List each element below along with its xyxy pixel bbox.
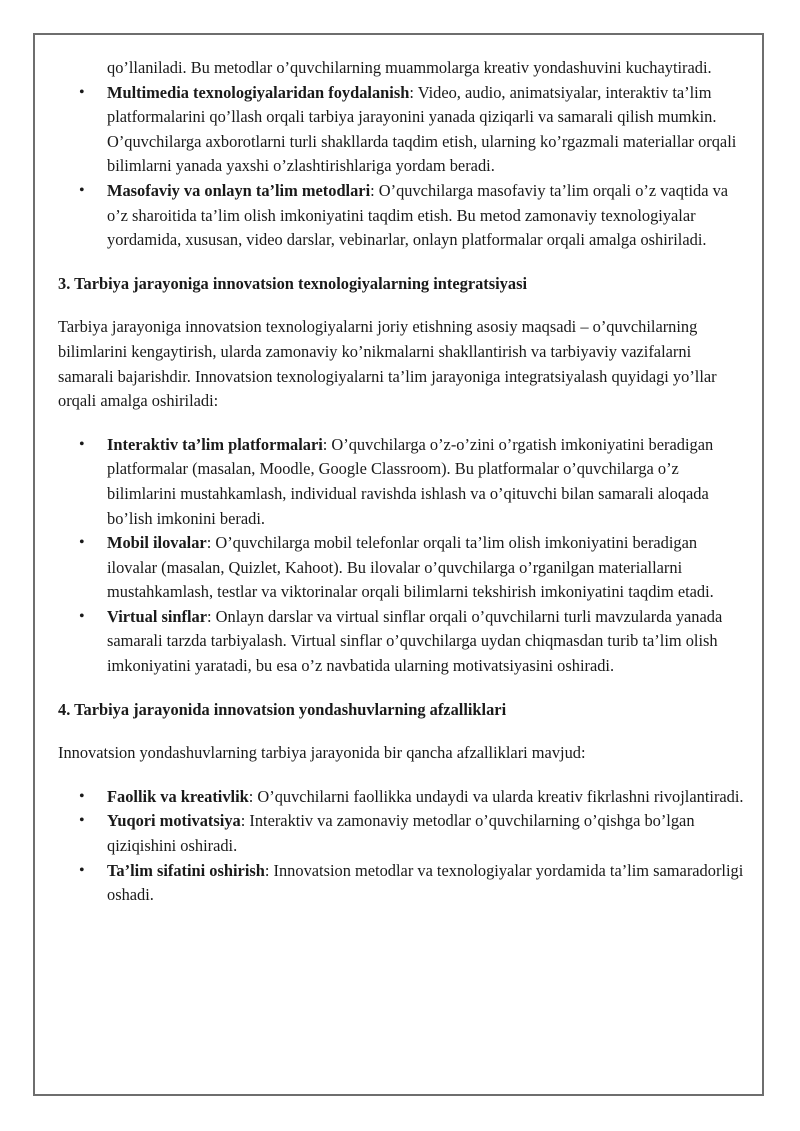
list-item-term: Mobil ilovalar [107, 533, 207, 553]
list-item [58, 531, 750, 605]
list-item [58, 785, 750, 810]
section-3-heading: 3. Tarbiya jarayoniga innovatsion texnologiyalarning integratsiyasi [58, 273, 528, 293]
section-4-heading: 4. Tarbiya jarayonida innovatsion yondashuvlarning afzalliklari [58, 699, 507, 719]
section-4-bullet-list [58, 785, 750, 908]
section-3-bullet-list [58, 433, 750, 679]
list-item [58, 179, 750, 253]
list-item-continuation [58, 56, 750, 81]
list-item-text: : O’quvchilarni faollikka undaydi va ularda kreativ fikrlashni rivojlantiradi. [248, 786, 744, 806]
list-item [58, 859, 750, 908]
document-body [58, 56, 750, 908]
list-item-text: : Video, audio, animatsiyalar, interaktiv ta’lim platformalarini qo’llash orqali tarbiya jarayonini yanada qiziqarli va samarali qilish mumkin. O’quvchilarga axborotlarni turli shakllarda taqdim etish, ularning ko’rgazmali materiallar orqali bilimlarni yanada yaxshi o’zlashtirishlariga yordam beradi. [107, 82, 737, 176]
list-item-term: Yuqori motivatsiya [107, 811, 241, 831]
continuation-text: qo’llaniladi. Bu metodlar o’quvchilarning muammolarga kreativ yondashuvini kuchaytiradi. [107, 58, 712, 77]
list-item-term: Ta’lim sifatini oshirish [107, 860, 265, 880]
list-item-text: : Interaktiv va zamonaviy metodlar o’quvchilarning o’qishga bo’lgan qiziqishini oshiradi. [107, 811, 695, 856]
list-item-term: Interaktiv ta’lim platformalari [107, 434, 323, 454]
list-item [58, 81, 750, 179]
list-item-term: Multimedia texnologiyalaridan foydalanish [107, 82, 410, 102]
list-item [58, 605, 750, 679]
list-item-text: : O’quvchilarga o’z-o’zini o’rgatish imkoniyatini beradigan platformalar (masalan, Moodle, Google Classroom). Bu platformalar o’quvchilarga o’z bilimlarini mustahkamlash, individual ravishda ishlash va o’qituvchi bilan samarali aloqada bo’lish imkonini beradi. [107, 434, 714, 528]
list-item-text: : O’quvchilarga masofaviy ta’lim orqali o’z vaqtida va o’z sharoitida ta’lim olish imkoniyatini taqdim etish. Bu metod zamonaviy texnologiyalar yordamida, xususan, video darslar, vebinarlar, onlayn platformalar orqali amalga oshiriladi. [107, 180, 729, 250]
list-item [58, 809, 750, 858]
list-item-text: : O’quvchilarga mobil telefonlar orqali ta’lim olish imkoniyatini beradigan ilovalar (masalan, Quizlet, Kahoot). Bu ilovalar o’quvchilarga o’rganilgan materiallarni mustahkamlash, testlar va viktorinalar orqali bilimlarni tekshirish imkoniyatini taqdim etadi. [107, 533, 714, 602]
top-bullet-list [58, 56, 750, 253]
section-4-intro: Innovatsion yondashuvlarning tarbiya jarayonida bir qancha afzalliklari mavjud: [58, 743, 586, 763]
list-item-text: : Innovatsion metodlar va texnologiyalar yordamida ta’lim samaradorligi oshadi. [107, 860, 744, 905]
list-item-term: Faollik va kreativlik [107, 786, 249, 806]
list-item-term: Virtual sinflar [107, 606, 208, 626]
list-item-text: : Onlayn darslar va virtual sinflar orqali o’quvchilarni turli mavzularda yanada samarali tarzda tarbiyalash. Virtual sinflar o’quvchilarga uydan chiqmasdan turib ta’lim olish imkoniyatini yaratadi, bu esa o’z navbatida ularning motivatsiyasini oshiradi. [107, 606, 723, 676]
list-item [58, 433, 750, 531]
list-item-term: Masofaviy va onlayn ta’lim metodlari [107, 180, 371, 200]
section-3-intro: Tarbiya jarayoniga innovatsion texnologiyalarni joriy etishning asosiy maqsadi – o’quvchilarning bilimlarini kengaytirish, ularda zamonaviy ko’nikmalarni shakllantirish va tarbiyaviy vazifalarni samarali bajarishdir. Innovatsion texnologiyalarni ta’lim jarayoniga integratsiyalash quyidagi yo’llar orqali amalga oshiriladi: [58, 317, 717, 411]
